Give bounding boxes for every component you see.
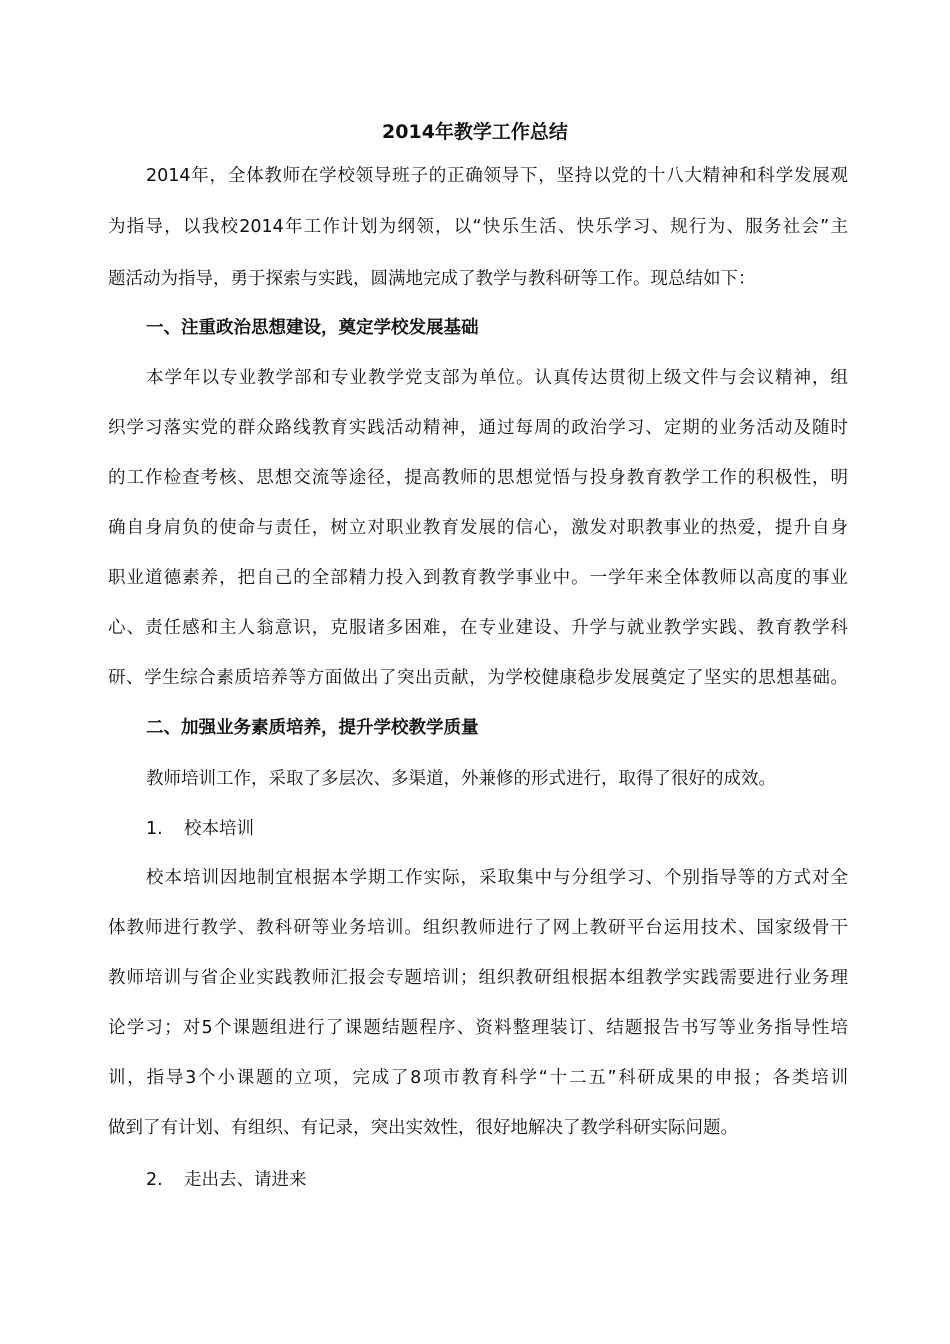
item-1-line-5: 训，指导3个小课题的立项，完成了8项市教育科学“十二五”科研成果的申报；各类培训 bbox=[108, 1068, 848, 1088]
item-1-line-1: 校本培训因地制宜根据本学期工作实际，采取集中与分组学习、个别指导等的方式对全 bbox=[146, 868, 848, 888]
section-1-line-6: 心、责任感和主人翁意识，克服诸多困难，在专业建设、升学与就业教学实践、教育教学科 bbox=[108, 618, 848, 638]
section-1-line-1: 本学年以专业教学部和专业教学党支部为单位。认真传达贯彻上级文件与会议精神，组 bbox=[146, 368, 848, 388]
document-title: 2014年教学工作总结 bbox=[382, 121, 568, 143]
item-1-line-3: 教师培训与省企业实践教师汇报会专题培训；组织教研组根据本组教学实践需要进行业务理 bbox=[108, 968, 848, 988]
list-item-2-label: 走出去、请进来 bbox=[184, 1170, 307, 1190]
intro-line-2: 为指导，以我校2014年工作计划为纲领，以“快乐生活、快乐学习、规行为、服务社会”主 bbox=[108, 217, 848, 237]
section-1-line-7: 研、学生综合素质培养等方面做出了突出贡献，为学校健康稳步发展奠定了坚实的思想基础。 bbox=[108, 668, 848, 688]
list-item-1-number: 1. bbox=[146, 819, 163, 839]
list-item-1 bbox=[146, 815, 848, 843]
list-item-2 bbox=[146, 1166, 848, 1194]
section-2-heading: 二、加强业务素质培养，提升学校教学质量 bbox=[146, 718, 479, 738]
section-1-line-4: 确自身肩负的使命与责任，树立对职业教育发展的信心，激发对职教事业的热爱，提升自身 bbox=[108, 518, 848, 538]
intro-line-3: 题活动为指导，勇于探索与实践，圆满地完成了教学与教科研等工作。现总结如下： bbox=[108, 269, 756, 289]
section-1-line-5: 职业道德素养，把自己的全部精力投入到教育教学事业中。一学年来全体教师以高度的事业 bbox=[108, 568, 848, 588]
item-1-line-2: 体教师进行教学、教科研等业务培训。组织教师进行了网上教研平台运用技术、国家级骨干 bbox=[108, 918, 848, 938]
section-1-line-3: 的工作检查考核、思想交流等途径，提高教师的思想觉悟与投身教育教学工作的积极性，明 bbox=[108, 468, 848, 488]
item-1-line-6: 做到了有计划、有组织、有记录，突出实效性，很好地解决了教学科研实际问题。 bbox=[108, 1118, 738, 1138]
section-1-line-2: 织学习落实党的群众路线教育实践活动精神，通过每周的政治学习、定期的业务活动及随时 bbox=[108, 418, 848, 438]
list-item-2-number: 2. bbox=[146, 1170, 163, 1190]
item-1-line-4: 论学习；对5个课题组进行了课题结题程序、资料整理装订、结题报告书写等业务指导性培 bbox=[108, 1018, 848, 1038]
intro-line-1: 2014年，全体教师在学校领导班子的正确领导下，坚持以党的十八大精神和科学发展观 bbox=[146, 166, 848, 186]
list-item-1-label: 校本培训 bbox=[184, 819, 254, 839]
section-1-heading: 一、注重政治思想建设，奠定学校发展基础 bbox=[146, 318, 479, 338]
section-2-intro: 教师培训工作，采取了多层次、多渠道，外兼修的形式进行，取得了很好的成效。 bbox=[146, 769, 776, 789]
